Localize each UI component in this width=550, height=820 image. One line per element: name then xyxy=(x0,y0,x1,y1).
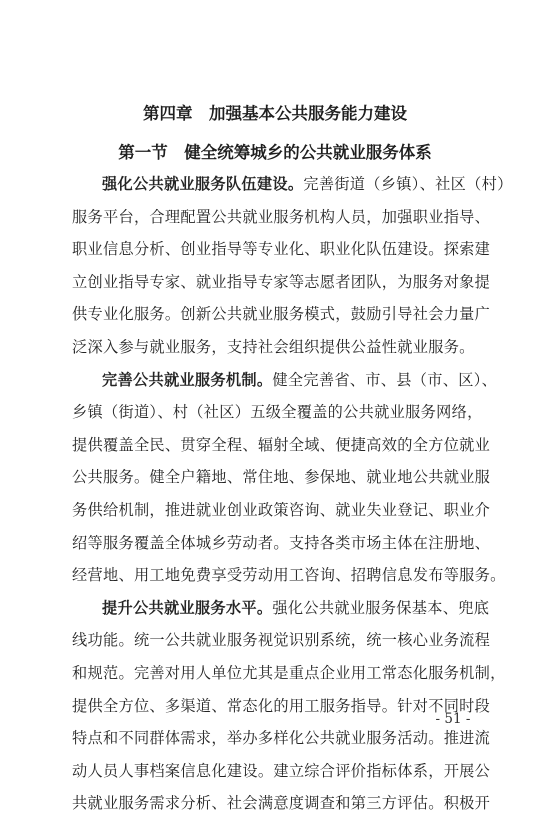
paragraph-2-line-2: 乡镇（街道）、村（社区）五级全覆盖的公共就业服务网络， xyxy=(72,403,483,422)
paragraph-2-line-4: 公共服务。健全户籍地、常住地、参保地、就业地公共就业服 xyxy=(72,468,491,487)
paragraph-1-line-6: 泛深入参与就业服务，支持社会组织提供公益性就业服务。 xyxy=(72,337,475,356)
paragraph-1-lead: 强化公共就业服务队伍建设。 xyxy=(102,175,304,193)
paragraph-3-lead: 提升公共就业服务水平。 xyxy=(102,598,273,617)
paragraph-3-line-7: 共就业服务需求分析、社会满意度调查和第三方评估。积极开 xyxy=(72,794,491,813)
section-title: 第一节 健全统筹城乡的公共就业服务体系 xyxy=(118,143,432,162)
paragraph-2-line-1-text: 健全完善省、市、县（市、区）、 xyxy=(272,370,498,389)
paragraph-1-line-5: 供专业化服务。创新公共就业服务模式，鼓励引导社会力量广 xyxy=(72,305,491,324)
paragraph-1-line-1-text: 完善街道（乡镇）、社区（村） xyxy=(303,175,513,193)
paragraph-2-line-1 xyxy=(72,364,498,397)
paragraph-3-line-1 xyxy=(72,592,490,625)
paragraph-3-line-5: 特点和不同群体需求，举办多样化公共就业服务活动。推进流 xyxy=(72,729,491,748)
paragraph-2-line-5: 务供给机制，推进就业创业政策咨询、就业失业登记、职业介 xyxy=(72,500,491,519)
body-text xyxy=(72,168,513,820)
chapter-title: 第四章 加强基本公共服务能力建设 xyxy=(143,104,407,123)
paragraph-2-line-6: 绍等服务覆盖全体城乡劳动者。支持各类市场主体在注册地、 xyxy=(72,533,491,552)
paragraph-1-line-4: 立创业指导专家、就业指导专家等志愿者团队，为服务对象提 xyxy=(72,272,491,291)
paragraph-1-line-1 xyxy=(72,168,513,201)
paragraph-1-line-2: 服务平台，合理配置公共就业服务机构人员，加强职业指导、 xyxy=(72,207,491,226)
paragraph-3-line-2: 线功能。统一公共就业服务视觉识别系统，统一核心业务流程 xyxy=(72,631,491,650)
paragraph-3-line-6: 动人员人事档案信息化建设。建立综合评价指标体系，开展公 xyxy=(72,761,491,780)
paragraph-1-line-3: 职业信息分析、创业指导等专业化、职业化队伍建设。探索建 xyxy=(72,240,491,259)
paragraph-2-line-3: 提供覆盖全民、贯穿全程、辐射全域、便捷高效的全方位就业 xyxy=(72,435,491,454)
paragraph-3-line-4: 提供全方位、多渠道、常态化的用工服务指导。针对不同时段 xyxy=(72,696,491,715)
page-number: - 51 - xyxy=(435,711,471,727)
paragraph-2-lead: 完善公共就业服务机制。 xyxy=(102,370,273,389)
paragraph-3-line-1-text: 强化公共就业服务保基本、兜底 xyxy=(272,598,490,617)
paragraph-2-line-7: 经营地、用工地免费享受劳动用工咨询、招聘信息发布等服务。 xyxy=(72,566,506,585)
paragraph-3-line-3: 和规范。完善对用人单位尤其是重点企业用工常态化服务机制， xyxy=(72,663,506,682)
